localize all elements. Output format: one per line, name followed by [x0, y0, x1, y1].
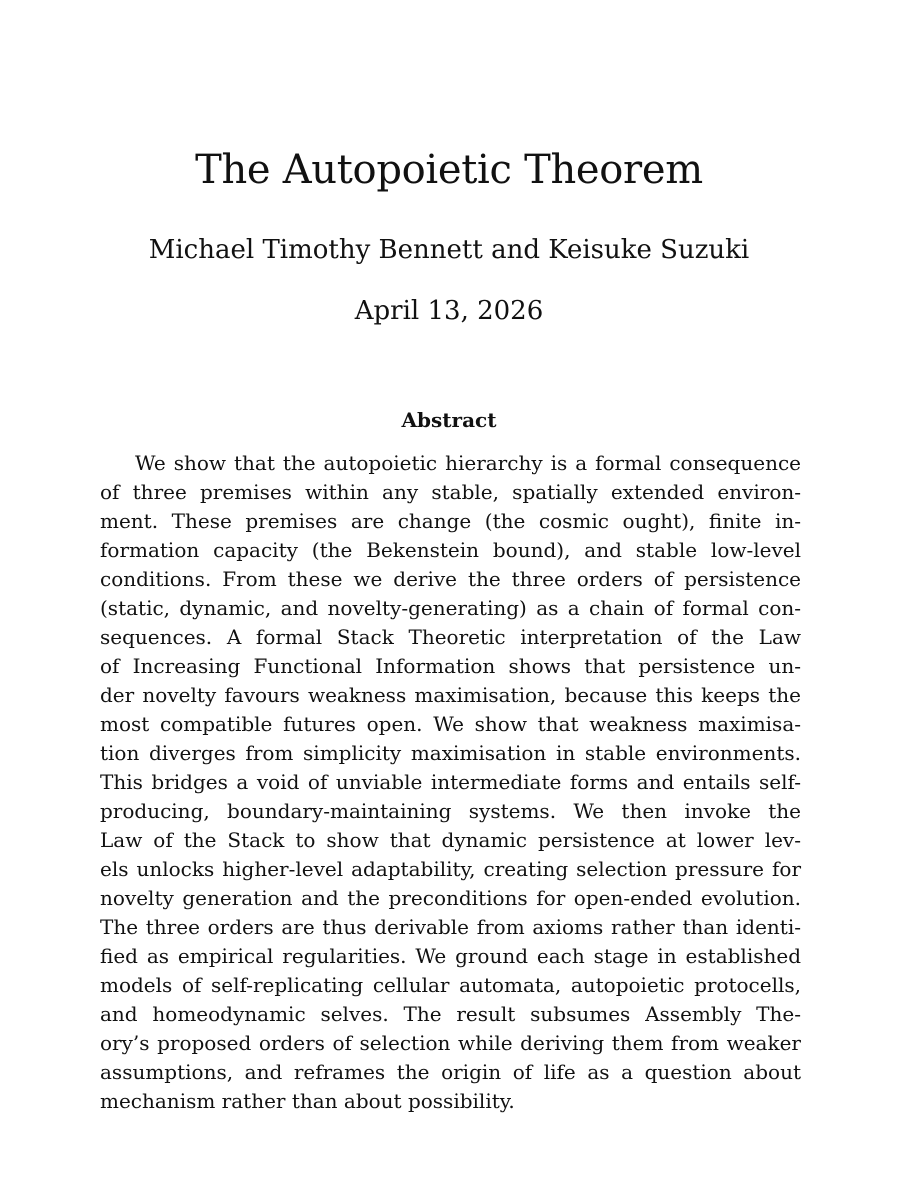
abstract-body [100, 449, 801, 1116]
abstract-line: assumptions, and reframes the origin of life as a question about [100, 1060, 801, 1084]
abstract-line: Law of the Stack to show that dynamic persistence at lower lev- [100, 828, 801, 852]
abstract-line: formation capacity (the Bekenstein bound), and stable low-level [100, 538, 801, 562]
abstract-line: novelty generation and the preconditions for open-ended evolution. [100, 886, 801, 910]
abstract-line: sequences. A formal Stack Theoretic interpretation of the Law [100, 625, 801, 649]
abstract-line: The three orders are thus derivable from axioms rather than identi- [100, 915, 801, 939]
abstract-line: most compatible futures open. We show that weakness maximisa- [100, 712, 801, 736]
abstract-line: This bridges a void of unviable intermediate forms and entails self- [100, 770, 801, 794]
abstract-line: els unlocks higher-level adaptability, creating selection pressure for [100, 857, 801, 881]
abstract-line: models of self-replicating cellular automata, autopoietic protocells, [100, 973, 801, 997]
abstract-line: producing, boundary-maintaining systems. We then invoke the [100, 799, 801, 823]
paper-authors: Michael Timothy Bennett and Keisuke Suzuki [148, 235, 750, 265]
abstract-line: of three premises within any stable, spatially extended environ- [100, 480, 801, 504]
abstract-line: We show that the autopoietic hierarchy is a formal consequence [135, 451, 801, 475]
abstract-line: mechanism rather than about possibility. [100, 1089, 515, 1113]
abstract-line: fied as empirical regularities. We ground each stage in established [100, 944, 801, 968]
paper-date: April 13, 2026 [354, 296, 544, 326]
abstract-line: ment. These premises are change (the cosmic ought), finite in- [100, 509, 801, 533]
abstract-line: conditions. From these we derive the three orders of persistence [100, 567, 801, 591]
abstract-line: ory’s proposed orders of selection while deriving them from weaker [100, 1031, 801, 1055]
abstract-heading: Abstract [401, 408, 497, 432]
abstract-line: der novelty favours weakness maximisation, because this keeps the [100, 683, 801, 707]
abstract-line: (static, dynamic, and novelty-generating) as a chain of formal con- [100, 596, 801, 620]
abstract-line: tion diverges from simplicity maximisation in stable environments. [100, 741, 801, 765]
paper-title: The Autopoietic Theorem [195, 147, 703, 193]
abstract-line: and homeodynamic selves. The result subsumes Assembly The- [100, 1002, 801, 1026]
abstract-line: of Increasing Functional Information shows that persistence un- [100, 654, 801, 678]
